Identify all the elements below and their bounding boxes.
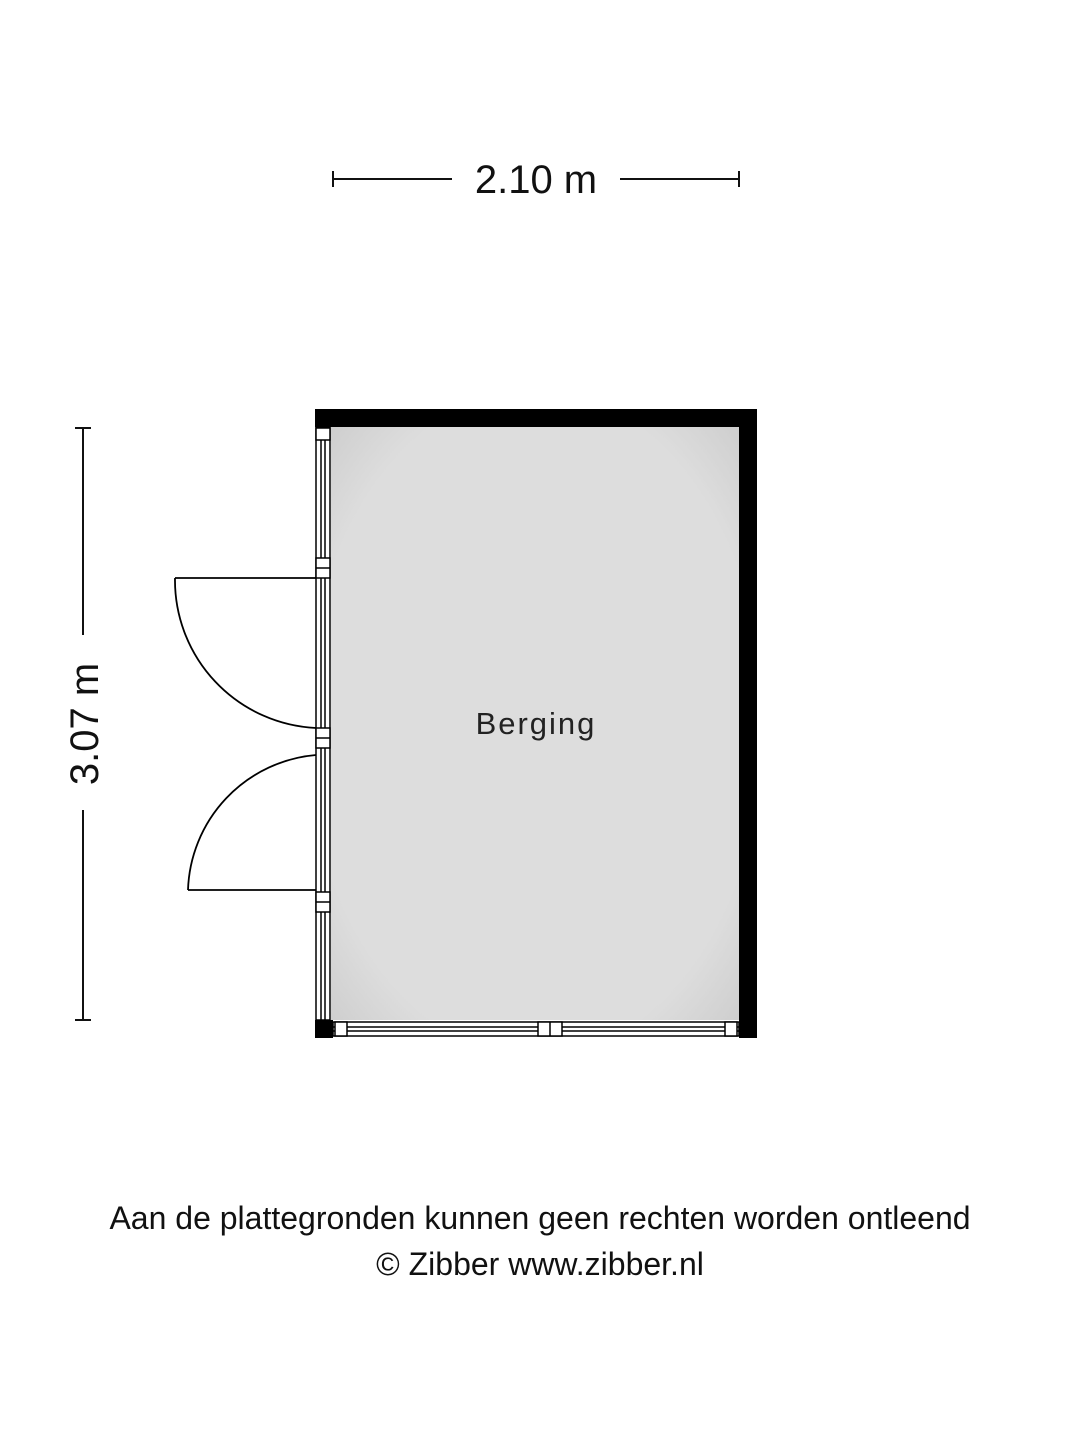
height-dimension [63,428,107,1020]
lower-door-swing [188,755,316,890]
bottom-left-corner [315,1020,333,1038]
upper-door-swing [175,578,316,728]
bottom-right-corner [739,1020,757,1038]
left-window-frame [316,427,330,1020]
height-label: 3.07 m [63,662,107,786]
right-wall [739,409,757,1038]
bottom-window [333,1022,739,1036]
disclaimer-text: Aan de plattegronden kunnen geen rechten worden ontleend [109,1200,971,1236]
room-label: Berging [475,706,597,741]
width-dimension [333,158,739,202]
top-wall [315,409,757,427]
width-label: 2.10 m [474,158,598,202]
double-door [175,578,316,890]
copyright-text: © Zibber www.zibber.nl [376,1246,704,1282]
